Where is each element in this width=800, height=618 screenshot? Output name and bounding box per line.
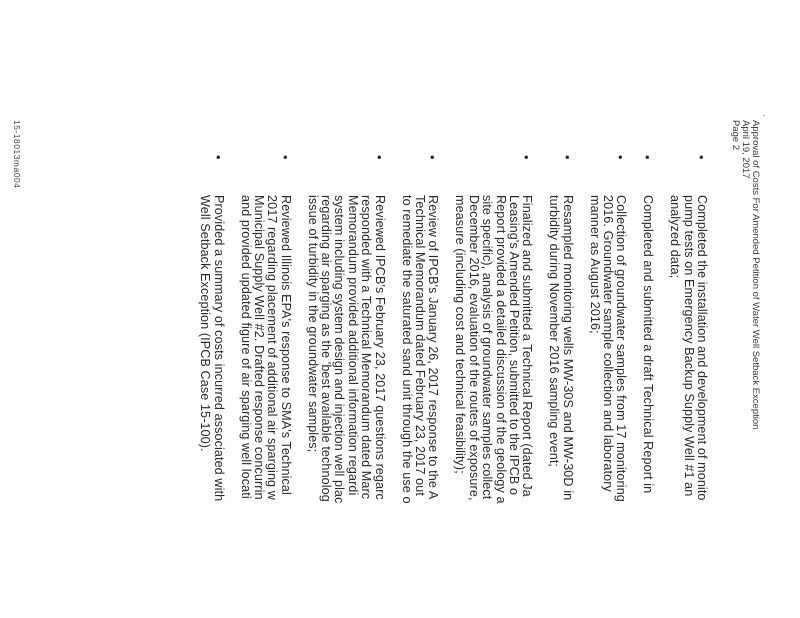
- bullet-text-line: regarding air sparging as the 'best available technolog: [319, 195, 334, 502]
- bullet-item: [198, 155, 225, 618]
- bullet-text-line: 2016. Groundwater sample collection and laboratory: [600, 195, 615, 492]
- bullet-marker: •: [277, 155, 293, 160]
- header-page: Page 2: [730, 120, 741, 151]
- bullet-text-line: Well Setback Exception (IPCB Case 15-100).: [198, 195, 213, 452]
- bullet-item: [453, 155, 533, 618]
- bullet-list: [184, 155, 708, 618]
- rotated-content: [12, 95, 766, 618]
- bullet-text-line: site specific), analysis of groundwater samples collect: [480, 195, 495, 500]
- bullet-text-line: responded with a Technical Memorandum dated Marc: [359, 195, 374, 500]
- tick-mark: ': [757, 115, 766, 117]
- bullet-item: [238, 155, 292, 618]
- bullet-item: [641, 155, 654, 618]
- bullet-text-line: Resampled monitoring wells MW-30S and MW-30D in: [560, 195, 575, 501]
- bullet-text-line: system including system design and injection well plac: [332, 195, 347, 504]
- bullet-item: [399, 155, 439, 618]
- bullet-item: [305, 155, 385, 618]
- page-header: [730, 120, 760, 429]
- bullet-text-line: Reviewed IPCB's February 23, 2017 questions regarc: [372, 195, 387, 500]
- header-title: Approval of Costs For Amended Petition of Water Well Setback Exception: [750, 120, 761, 430]
- bullet-text-line: Report provided a detailed discussion of the geology a: [493, 195, 508, 504]
- bullet-marker: •: [613, 155, 629, 160]
- bullet-text-line: pump tests on Emergency Backup Supply Well #1 an: [681, 195, 696, 497]
- bullet-text-line: to remediate the saturated sand unit through the use o: [399, 195, 414, 504]
- bullet-text-line: manner as August 2016;: [587, 195, 602, 334]
- bullet-text-line: Completed the installation and development of monito: [695, 195, 709, 501]
- bullet-text-line: measure (including cost and technical feasibility);: [453, 195, 468, 474]
- header-date: April 19, 2017: [740, 120, 751, 179]
- bullet-text-line: Provided a summary of costs incurred associated with: [211, 195, 226, 502]
- bullet-text-line: Technical Memorandum dated February 23, 2017 out: [413, 195, 427, 496]
- bullet-marker: •: [559, 155, 575, 160]
- bullet-text-line: and provided updated figure of air sparging well locati: [238, 195, 253, 499]
- bullet-text-line: turbidity during November 2016 sampling event;: [547, 195, 562, 468]
- bullet-marker: •: [694, 155, 709, 160]
- bullet-text-line: December 2016, evaluation of the routes of exposure,: [466, 195, 481, 501]
- bullet-text-line: issue of turbidity in the groundwater samples;: [305, 195, 320, 453]
- bullet-marker: •: [210, 155, 226, 160]
- bullet-text-line: Completed and submitted a draft Technical Report in: [641, 195, 656, 494]
- bullet-text-line: Memorandum provided additional information regardi: [345, 195, 360, 496]
- document-id-footer: 15-18013ma004: [12, 120, 22, 189]
- bullet-text-line: 2017 regarding placement of additional air sparging w: [265, 195, 280, 500]
- bullet-text-line: Collection of groundwater samples from 17 monitoring: [614, 195, 629, 502]
- bullet-marker: •: [425, 155, 441, 160]
- bullet-text-line: Leasing's Amended Petition, submitted to the IPCB o: [506, 195, 521, 496]
- bullet-marker: •: [371, 155, 387, 160]
- bullet-item: [547, 155, 574, 618]
- bullet-text-line: analyzed data;: [668, 195, 683, 279]
- bullet-marker: •: [519, 155, 535, 160]
- bullet-text-line: Reviewed Illinois EPA's response to SMA's Technical: [278, 195, 293, 495]
- bullet-item: [668, 155, 708, 618]
- bullet-item: [587, 155, 627, 618]
- bullet-text-line: Municipal Supply Well #2. Drafted response concurrin: [251, 195, 266, 500]
- bullet-text-line: Review of IPCB's January 26, 2017 response to the A: [426, 195, 441, 500]
- bullet-text-line: Finalized and submitted a Technical Report (dated Ja: [520, 195, 535, 497]
- bullet-marker: •: [640, 155, 656, 160]
